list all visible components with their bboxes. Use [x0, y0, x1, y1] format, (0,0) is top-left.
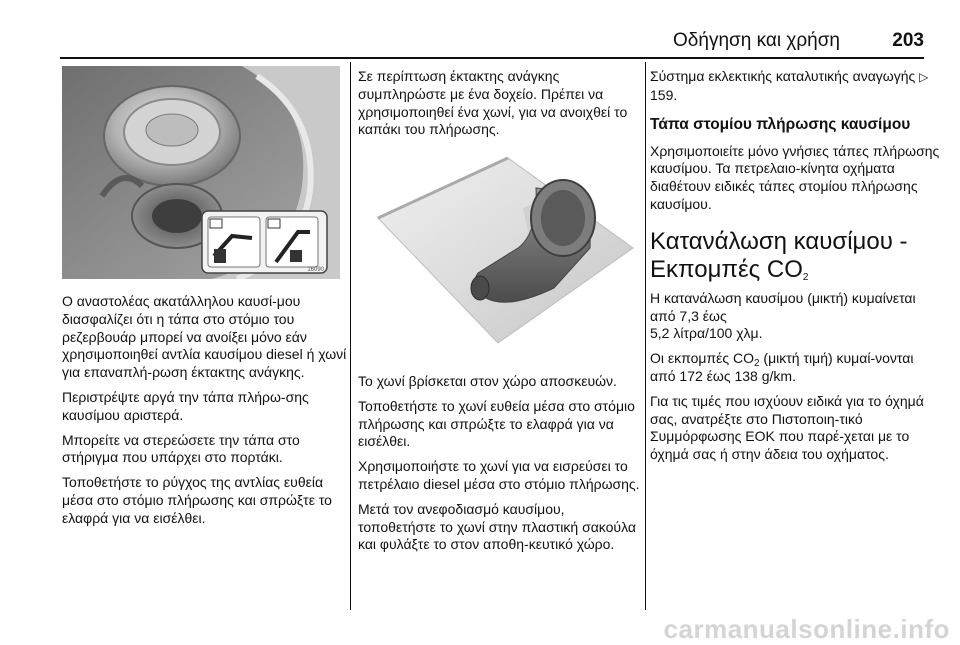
paragraph: Μετά τον ανεφοδιασμό καυσίμου, τοποθετήστε το χωνί στην πλαστική σακούλα και φυλάξτε το στον αποθη-κευτικό χώρο. — [358, 500, 636, 553]
paragraph: Τοποθετήστε το χωνί ευθεία μέσα στο στόμιο πλήρωσης και σπρώξτε το ελαφρά για να εισέλθει. — [358, 397, 635, 450]
fuel-cap-illustration — [62, 66, 340, 279]
paragraph: Μπορείτε να στερεώσετε την τάπα στο στήριγμα που υπάρχει στο πορτάκι. — [62, 431, 300, 466]
figure-code: 16090 — [307, 267, 324, 273]
paragraph: Οι εκπομπές $CO_2$ (μικτή τιμή) κυμαί-νονται από 172 έως 138 g/km. — [650, 350, 914, 384]
paragraph: Περιστρέψτε αργά την τάπα πλήρω-σης καυσίμου αριστερά. — [62, 388, 309, 423]
paragraph: Το χωνί βρίσκεται στον χώρο αποσκευών. — [358, 373, 617, 389]
column-divider-1 — [350, 62, 351, 610]
page-number: 203 — [892, 30, 924, 51]
header-rule — [60, 57, 924, 59]
page-reference-arrow-icon: ▷ — [919, 70, 929, 84]
column-3-text — [650, 68, 940, 471]
column-2-text-bottom — [358, 373, 643, 561]
section-heading-consumption: Κατανάλωση καυσίμου - Εκπομπές $CO_2$ — [650, 227, 908, 283]
column-2-text-top — [358, 68, 643, 146]
paragraph: Τοποθετήστε το ρύγχος της αντλίας ευθεία μέσα στο στόμιο πλήρωσης και σπρώξτε το ελαφρά για να εισέλθει. — [62, 474, 332, 526]
paragraph: Χρησιμοποιήστε το χωνί για να εισρεύσει το πετρέλαιο diesel μέσα στο στόμιο πλήρωσης. — [358, 458, 640, 492]
column-divider-2 — [645, 62, 646, 610]
funnel-illustration — [358, 138, 640, 360]
section-heading-fuel-cap: Τάπα στομίου πλήρωσης καυσίμου — [650, 115, 911, 133]
paragraph: Για τις τιμές που ισχύουν ειδικά για το όχημά σας, ανατρέξτε στο Πιστοποιη-τικό Συμμόρφωσης ΕΟΚ που παρέ-χεται με το όχημά σας ή στην άδεια του οχήματος. — [650, 392, 924, 463]
page-reference-link[interactable]: 159. — [650, 86, 678, 103]
paragraph: Ο αναστολέας ακατάλληλου καυσί-μου διασφαλίζει ότι η τάπα στο στόμιο του ρεζερβουάρ μπορεί να ανοίξει μόνο εάν χρησιμοποιηθεί αντλία καυσίμου diesel ή χωνί για επαναπλή-ρωση έκτακτης ανάγκης. — [62, 293, 347, 381]
watermark: carmanualsonline.info — [663, 614, 950, 644]
paragraph: Σε περίπτωση έκτακτης ανάγκης συμπληρώστε με ένα δοχείο. Πρέπει να χρησιμοποιηθεί ένα χωνί, για να ανοιχθεί το καπάκι του πλήρωσης. — [358, 68, 628, 138]
section-title: Οδήγηση και χρήση — [673, 30, 840, 51]
cross-reference-paragraph: Σύστημα εκλεκτικής καταλυτικής αναγωγής ▷ 159. — [650, 68, 929, 103]
column-1-text — [62, 293, 348, 535]
paragraph: Χρησιμοποιείτε μόνο γνήσιες τάπες πλήρωσης καυσίμου. Τα πετρελαιο-κίνητα οχήματα διαθέτουν ειδικές τάπες στομίου πλήρωσης καυσίμου. — [650, 142, 940, 212]
paragraph: Η κατανάλωση καυσίμου (μικτή) κυμαίνεται από 7,3 έως 5,2 λίτρα/100 χλμ. — [650, 289, 916, 342]
